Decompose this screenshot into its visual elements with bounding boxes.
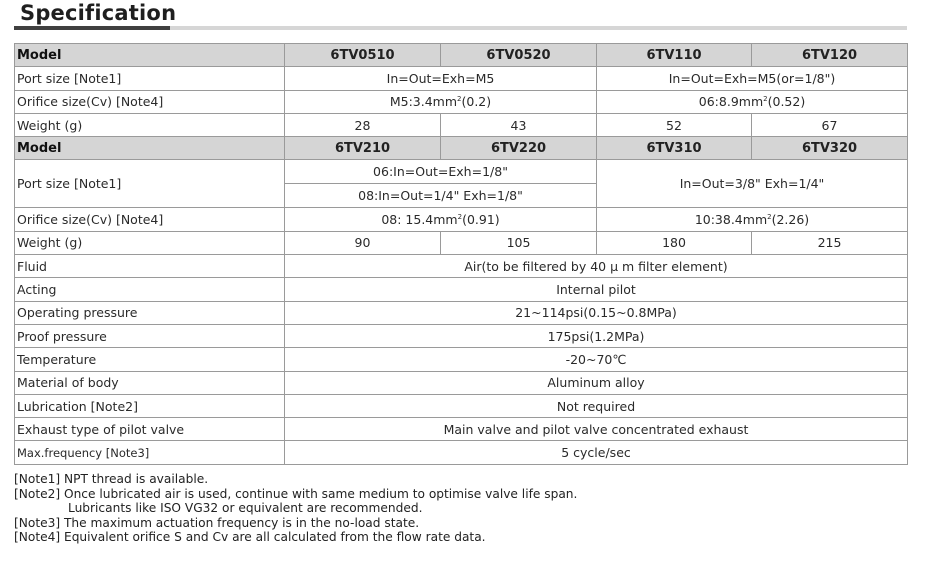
table-row-proof-pressure: [15, 324, 908, 347]
model-header-cell: 6TV120: [752, 44, 908, 67]
table-cell: 28: [285, 113, 441, 136]
table-row-fluid: [15, 255, 908, 278]
orifice-exponent: 2: [457, 213, 463, 222]
title-underline-accent: [14, 26, 170, 30]
table-row-weight-1: [15, 113, 908, 136]
footnote-continuation: Lubricants like ISO VG32 or equivalent are recommended.: [68, 501, 423, 516]
footnote: [Note4] Equivalent orifice S and Cv are all calculated from the flow rate data.: [14, 530, 486, 545]
orifice-exponent: 2: [767, 213, 772, 222]
table-cell: Main valve and pilot valve concentrated exhaust: [285, 418, 908, 441]
orifice-value: M5:3.4mm: [389, 94, 458, 110]
table-cell: 175psi(1.2MPa): [285, 324, 908, 347]
table-cell: Air(to be filtered by 40 μ m filter element): [285, 255, 908, 278]
model-header-cell: 6TV210: [285, 137, 441, 160]
table-cell: 180: [597, 231, 752, 254]
orifice-value: 10:38.4mm: [694, 212, 768, 228]
model-header-row-2: [15, 137, 908, 160]
row-label: Orifice size(Cv) [Note4]: [15, 208, 285, 231]
row-label: Material of body: [15, 371, 285, 394]
row-label: Exhaust type of pilot valve: [15, 418, 285, 441]
row-label: Fluid: [15, 255, 285, 278]
row-label: Port size [Note1]: [15, 160, 285, 208]
table-cell: 43: [441, 113, 597, 136]
table-cell: 21~114psi(0.15~0.8MPa): [285, 301, 908, 324]
model-header-cell: 6TV220: [441, 137, 597, 160]
model-header-cell: 6TV320: [752, 137, 908, 160]
table-cell: [597, 90, 908, 113]
model-header-label: Model: [15, 44, 285, 67]
port-size-line: 06:In=Out=Exh=1/8": [285, 160, 596, 184]
table-cell: [285, 208, 597, 231]
table-cell: In=Out=3/8" Exh=1/4": [597, 160, 908, 208]
table-row-operating-pressure: [15, 301, 908, 324]
table-row-max-frequency: [15, 441, 908, 464]
orifice-cv: (0.91): [462, 212, 500, 228]
row-label: Weight (g): [15, 231, 285, 254]
row-label: Port size [Note1]: [15, 67, 285, 90]
model-header-cell: 6TV0520: [441, 44, 597, 67]
table-cell: 105: [441, 231, 597, 254]
footnotes: [14, 472, 577, 545]
orifice-cv: (0.2): [461, 94, 492, 110]
row-label: Weight (g): [15, 113, 285, 136]
row-label: Acting: [15, 278, 285, 301]
table-cell: 5 cycle/sec: [285, 441, 908, 464]
table-row-material: [15, 371, 908, 394]
table-row-exhaust-type: [15, 418, 908, 441]
row-label: Proof pressure: [15, 324, 285, 347]
table-cell: 90: [285, 231, 441, 254]
table-row-weight-2: [15, 231, 908, 254]
table-cell: [597, 208, 908, 231]
table-cell: -20~70℃: [285, 348, 908, 371]
title-underline-rule: [170, 26, 907, 30]
orifice-cv: (0.52): [767, 94, 806, 110]
table-row-acting: [15, 278, 908, 301]
table-cell: [285, 160, 597, 208]
table-cell: [285, 90, 597, 113]
orifice-exponent: 2: [763, 95, 768, 104]
row-label: Orifice size(Cv) [Note4]: [15, 90, 285, 113]
row-label: Max.frequency [Note3]: [15, 441, 285, 464]
model-header-label: Model: [15, 137, 285, 160]
footnote: [Note2] Once lubricated air is used, continue with same medium to optimise valve life span.: [14, 486, 578, 501]
table-cell: Aluminum alloy: [285, 371, 908, 394]
model-header-cell: 6TV0510: [285, 44, 441, 67]
orifice-value: 08: 15.4mm: [381, 212, 458, 228]
row-label: Lubrication [Note2]: [15, 394, 285, 417]
page-title: Specification: [20, 1, 177, 25]
model-header-cell: 6TV110: [597, 44, 752, 67]
table-cell: 215: [752, 231, 908, 254]
footnote: [Note3] The maximum actuation frequency is in the no-load state.: [14, 515, 420, 530]
footnote: [Note1] NPT thread is available.: [14, 472, 209, 486]
table-row-temperature: [15, 348, 908, 371]
model-header-row-1: [15, 44, 908, 67]
row-label: Operating pressure: [15, 301, 285, 324]
table-cell: Internal pilot: [285, 278, 908, 301]
orifice-exponent: 2: [457, 95, 462, 104]
port-size-line: 08:In=Out=1/4" Exh=1/8": [358, 188, 523, 204]
table-row-port-size-2: [15, 160, 908, 208]
model-header-cell: 6TV310: [597, 137, 752, 160]
table-row-port-size-1: [15, 67, 908, 90]
orifice-cv: (2.26): [771, 212, 810, 228]
table-cell: Not required: [285, 394, 908, 417]
table-cell: In=Out=Exh=M5: [285, 67, 597, 90]
orifice-value: 06:8.9mm: [698, 94, 764, 110]
specification-table: [14, 43, 908, 465]
row-label: Temperature: [15, 348, 285, 371]
table-cell: 52: [597, 113, 752, 136]
table-row-orifice-1: [15, 90, 908, 113]
table-cell: In=Out=Exh=M5(or=1/8"): [597, 67, 908, 90]
table-row-orifice-2: [15, 208, 908, 231]
table-cell: 67: [752, 113, 908, 136]
table-row-lubrication: [15, 394, 908, 417]
